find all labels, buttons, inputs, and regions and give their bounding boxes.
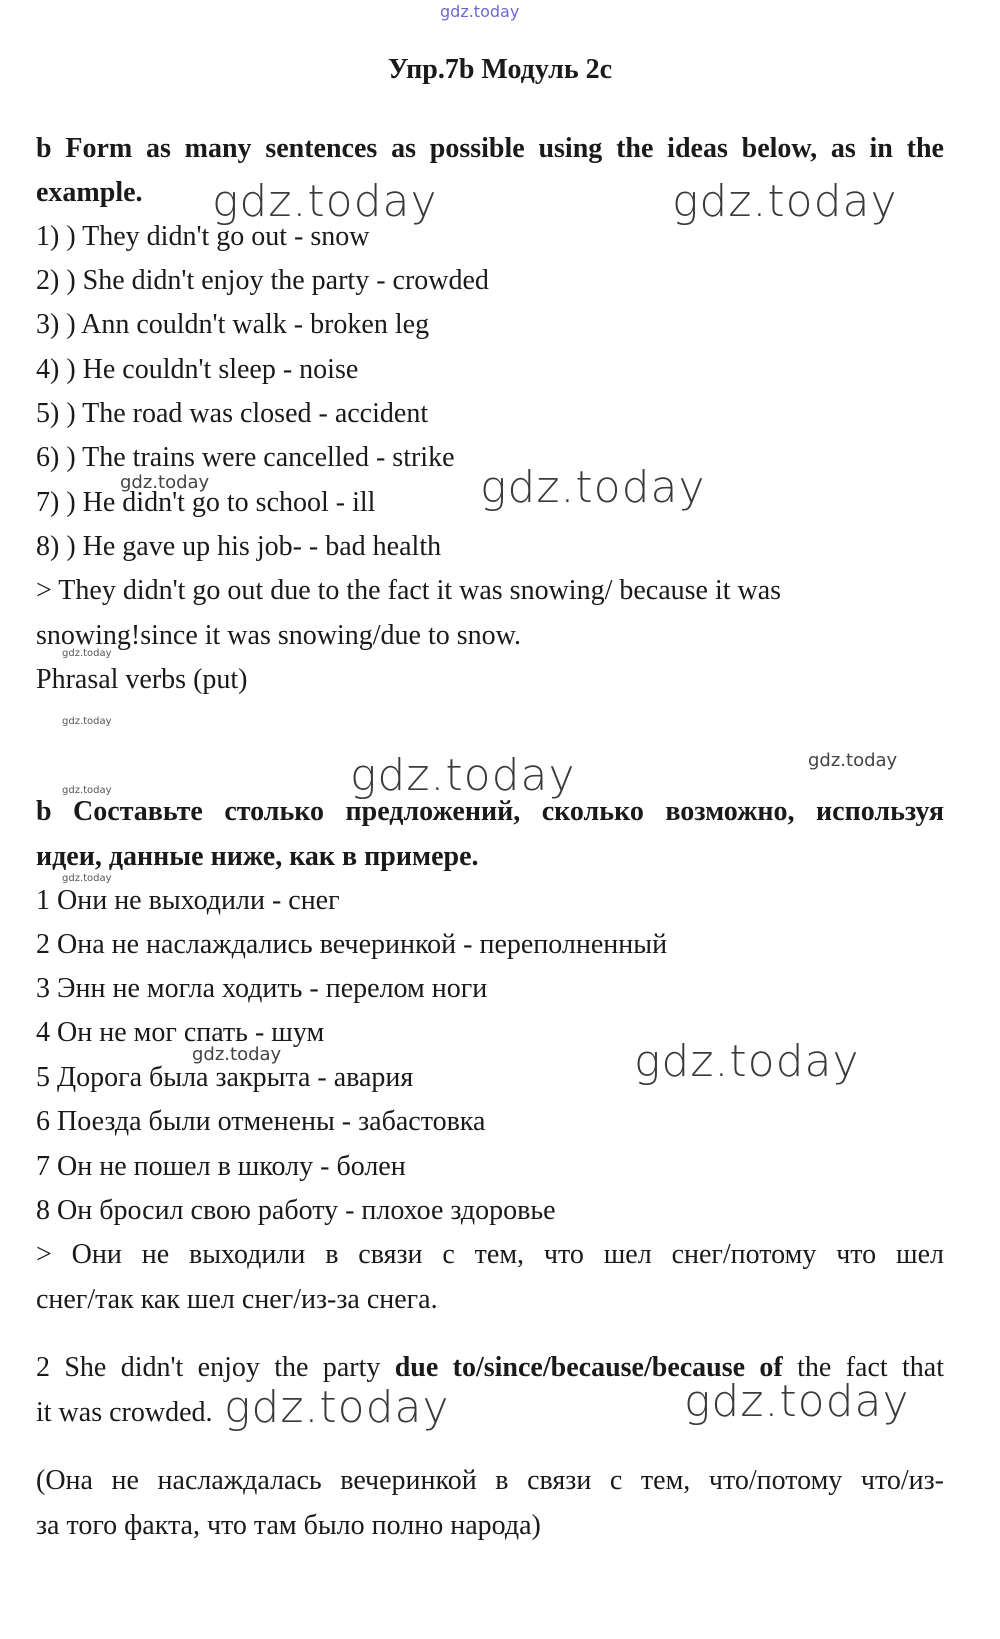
answer-conjunctions: due to/since/because/because of [394, 1352, 783, 1383]
watermark-top: gdz.today [440, 2, 520, 21]
example-en-line2: snowing!since it was snowing/due to snow. [36, 620, 522, 651]
list-item-en-2: 2) ) She didn't enjoy the party - crowded [36, 265, 489, 296]
watermark: gdz.today [62, 873, 112, 884]
list-item-en-1: 1) ) They didn't go out - snow [36, 221, 370, 252]
answer-text-part2: the fact that [782, 1352, 945, 1383]
watermark: gdz.today [224, 1382, 450, 1433]
page-title: Упр.7b Модуль 2c [387, 54, 613, 85]
watermark: gdz.today [808, 750, 898, 771]
watermark: gdz.today [62, 716, 112, 727]
list-item-ru-3: 3 Энн не могла ходить - перелом ноги [36, 973, 488, 1004]
answer-line2: it was crowded. [36, 1397, 213, 1428]
task-instruction-ru-line1: b Составьте столько предложений, сколько возможно, используя [36, 796, 944, 827]
example-en-line1: > They didn't go out due to the fact it was snowing/ because it was [36, 575, 782, 606]
list-item-en-8: 8) ) He gave up his job- - bad health [36, 531, 442, 562]
list-item-ru-5: 5 Дорога была закрыта - авария [36, 1062, 414, 1093]
task-instruction-en-line2: example. [36, 177, 143, 208]
watermark: gdz.today [684, 1376, 910, 1427]
watermark: gdz.today [62, 785, 112, 796]
watermark: gdz.today [480, 462, 706, 513]
answer-line1 [36, 1345, 944, 1391]
watermark: gdz.today [62, 648, 112, 659]
example-ru-line1: > Они не выходили в связи с тем, что шел снег/потому что шел [36, 1239, 944, 1270]
list-item-ru-7: 7 Он не пошел в школу - болен [36, 1151, 406, 1182]
list-item-ru-2: 2 Она не наслаждались вечеринкой - переполненный [36, 929, 668, 960]
example-ru-line2: снег/так как шел снег/из-за снега. [36, 1284, 438, 1315]
list-item-ru-4: 4 Он не мог спать - шум [36, 1017, 325, 1048]
watermark: gdz.today [120, 472, 210, 493]
list-item-en-5: 5) ) The road was closed - accident [36, 398, 429, 429]
phrasal-verbs-heading: Phrasal verbs (put) [36, 664, 248, 695]
list-item-ru-6: 6 Поезда были отменены - забастовка [36, 1106, 486, 1137]
translation-line2: за того факта, что там было полно народа) [36, 1510, 541, 1541]
watermark: gdz.today [212, 176, 438, 227]
list-item-en-4: 4) ) He couldn't sleep - noise [36, 354, 359, 385]
watermark: gdz.today [350, 750, 576, 801]
list-item-en-6: 6) ) The trains were cancelled - strike [36, 442, 455, 473]
translation-line1: (Она не наслаждалась вечеринкой в связи с тем, что/потому что/из- [36, 1465, 944, 1496]
list-item-ru-8: 8 Он бросил свою работу - плохое здоровье [36, 1195, 556, 1226]
task-instruction-ru-line2: идеи, данные ниже, как в примере. [36, 841, 479, 872]
list-item-en-7: 7) ) He didn't go to school - ill [36, 487, 376, 518]
list-item-en-3: 3) ) Ann couldn't walk - broken leg [36, 309, 430, 340]
watermark: gdz.today [192, 1044, 282, 1065]
task-instruction-en-line1: b Form as many sentences as possible using the ideas below, as in the [36, 133, 944, 164]
answer-text-part1: 2 She didn't enjoy the party [36, 1352, 395, 1383]
list-item-ru-1: 1 Они не выходили - снег [36, 885, 340, 916]
watermark: gdz.today [672, 176, 898, 227]
watermark: gdz.today [634, 1036, 860, 1087]
